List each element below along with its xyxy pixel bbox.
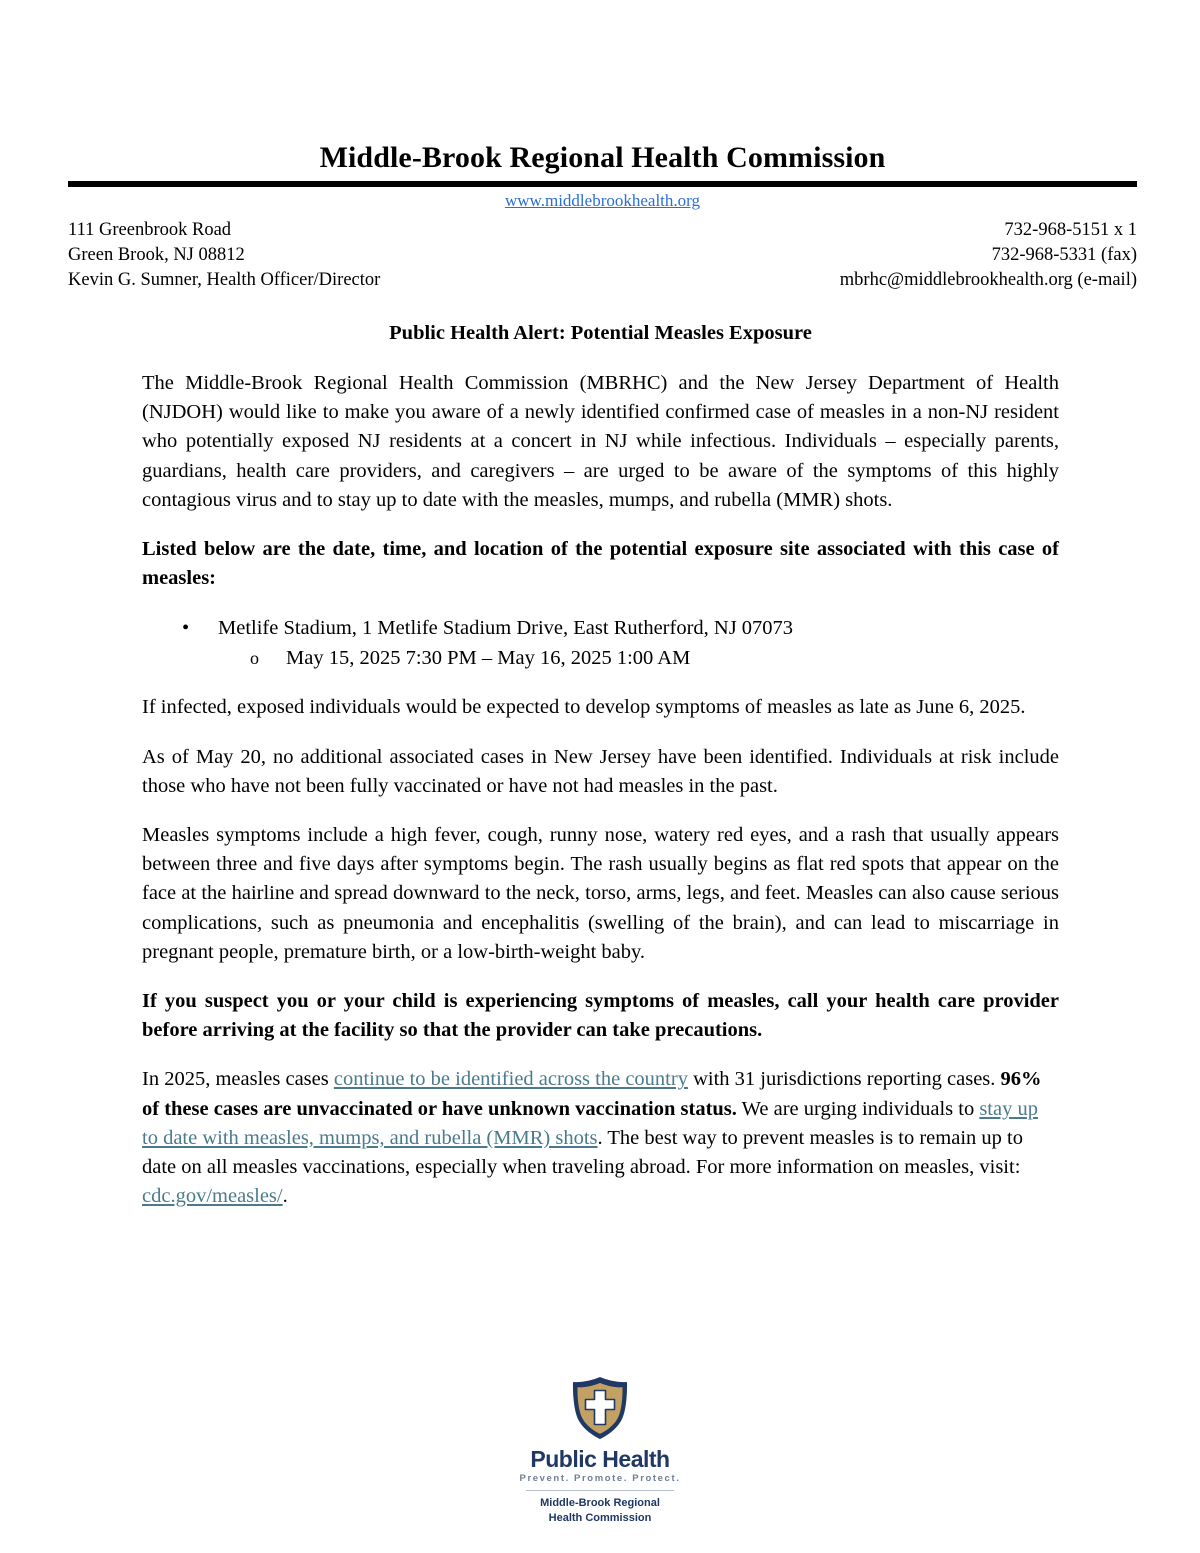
closing-segment-3: We are urging individuals to bbox=[736, 1097, 980, 1120]
footer-logo bbox=[0, 1375, 1200, 1526]
exposure-heading: Listed below are the date, time, and location of the potential exposure site associated with this case of measles: bbox=[142, 538, 1059, 590]
address-line-2: Green Brook, NJ 08812 bbox=[68, 245, 245, 265]
mmr-shots-link[interactable]: stay up to date with measles, mumps, and rubella (MMR) shots bbox=[142, 1097, 1038, 1149]
closing-paragraph bbox=[142, 1065, 1059, 1211]
address-line-1: 111 Greenbrook Road bbox=[68, 220, 232, 240]
closing-segment-1: In 2025, measles cases bbox=[142, 1068, 334, 1091]
public-health-shield-icon bbox=[569, 1375, 631, 1441]
logo-commission-name-line-2: Health Commission bbox=[548, 1512, 652, 1524]
cdc-country-cases-link[interactable]: continue to be identified across the country bbox=[333, 1068, 688, 1091]
website-line bbox=[68, 190, 1137, 212]
closing-segment-4: . The best way to prevent measles is to remain up to date on all measles vaccinations, especially when traveling abroad. For more information on measles, visit: bbox=[142, 1126, 1023, 1179]
logo-commission-name-line-1: Middle-Brook Regional bbox=[540, 1497, 660, 1509]
symptoms-paragraph: Measles symptoms include a high fever, cough, runny nose, watery red eyes, and a rash that usually appears between three and five days after symptoms begin. The rash usually begins as flat red spots that appear on the face at the hairline and spread downward to the neck, torso, arms, legs, and feet. Measles can also cause serious complications, such as pneumonia and encephalitis (swelling of the brain), and can lead to miscarriage in pregnant people, premature birth, or a low-birth-weight baby. bbox=[142, 824, 1059, 963]
list-item bbox=[142, 613, 1059, 643]
closing-segment-5: . bbox=[282, 1185, 288, 1208]
contact-block bbox=[68, 218, 1137, 293]
fax-number: 732-968-5331 (fax) bbox=[991, 245, 1137, 265]
health-officer-line: Kevin G. Sumner, Health Officer/Director bbox=[68, 270, 381, 290]
phone-number: 732-968-5151 x 1 bbox=[1004, 220, 1137, 240]
website-link[interactable]: www.middlebrookhealth.org bbox=[505, 191, 700, 210]
sub-bullet-marker-icon: o bbox=[250, 648, 259, 669]
advisory-paragraph: If you suspect you or your child is experiencing symptoms of measles, call your health care provider before arriving at the facility so that the provider can take precautions. bbox=[142, 990, 1059, 1042]
logo-commission-name bbox=[540, 1496, 660, 1526]
intro-paragraph: The Middle-Brook Regional Health Commission (MBRHC) and the New Jersey Department of Health (NJDOH) would like to make you aware of a newly identified confirmed case of measles in a non-NJ resident who potentially exposed NJ residents at a concert in NJ while infectious. Individuals – especially parents, guardians, health care providers, and caregivers – are urged to be aware of the symptoms of this highly contagious virus and to stay up to date with the measles, mumps, and rubella (MMR) shots. bbox=[142, 372, 1059, 511]
email-address: mbrhc@middlebrookhealth.org (e-mail) bbox=[839, 270, 1137, 290]
document-body bbox=[142, 320, 1059, 1231]
public-health-wordmark: Public Health bbox=[530, 1446, 670, 1472]
letterhead bbox=[68, 140, 1137, 293]
header-divider-rule bbox=[68, 181, 1137, 187]
incubation-paragraph: If infected, exposed individuals would be expected to develop symptoms of measles as late as June 6, 2025. bbox=[142, 696, 1026, 719]
organization-title: Middle-Brook Regional Health Commission bbox=[319, 141, 886, 174]
list-item bbox=[142, 643, 1059, 673]
exposure-site-list bbox=[142, 613, 1059, 673]
contact-phone-column bbox=[840, 218, 1137, 293]
bullet-marker-icon: • bbox=[182, 617, 190, 640]
public-health-tagline: Prevent. Promote. Protect. bbox=[519, 1473, 681, 1484]
logo-divider bbox=[526, 1490, 674, 1491]
exposure-datetime: May 15, 2025 7:30 PM – May 16, 2025 1:00 AM bbox=[286, 647, 691, 670]
case-status-paragraph: As of May 20, no additional associated cases in New Jersey have been identified. Individuals at risk include those who have not been fully vaccinated or have not had measles in the past. bbox=[142, 745, 1059, 797]
unvaccinated-statistic: 96% of these cases are unvaccinated or have unknown vaccination status. bbox=[142, 1068, 1042, 1120]
exposure-location: Metlife Stadium, 1 Metlife Stadium Drive, East Rutherford, NJ 07073 bbox=[218, 617, 794, 640]
contact-address-column bbox=[68, 218, 380, 293]
alert-title: Public Health Alert: Potential Measles Exposure bbox=[389, 322, 812, 344]
closing-segment-2: with 31 jurisdictions reporting cases. bbox=[687, 1068, 1001, 1091]
cdc-measles-link[interactable]: cdc.gov/measles/ bbox=[142, 1185, 283, 1208]
